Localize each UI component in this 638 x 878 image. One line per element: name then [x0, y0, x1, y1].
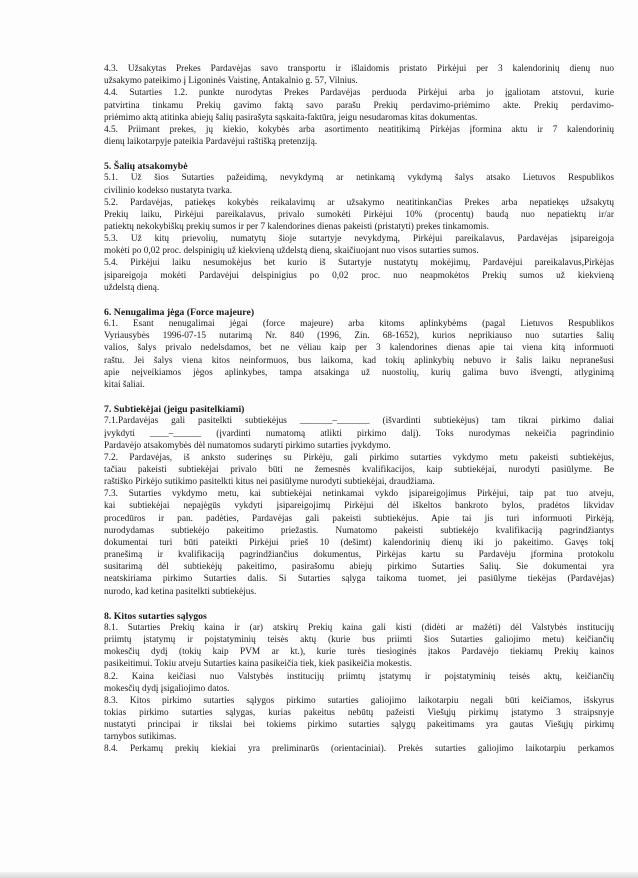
text-line: tarnybos sutikimas. — [104, 732, 177, 743]
text-line: Pardavėjo atsakomybės dėl numatomos sudaryti pirkimo sutarties įvykdymo. — [104, 440, 391, 451]
text-line: įsipareigoja mokėti Pardavėjui delspinigius po 0,02 proc. nuo neapmokėtos Prekių sumos už kiekvieną — [104, 270, 614, 281]
text-line: pranešimą ir kvalifikaciją pagrindžiančius dokumentus, Pirkėjas kartu su Pardavėju įformina protokolu — [104, 550, 614, 560]
text-line: 5.1. Už šios Sutarties pažeidimą, nevykdymą ar netinkamą vykdymą šalys atsako Lietuvos Respublikos — [104, 173, 614, 184]
text-line: 8.1. Sutarties Prekių kaina ir (ar) atskirų Prekių kaina gali kisti (didėti ar mažėti) dėl Valstybės institucijų — [104, 622, 614, 633]
text-line: procedūros ir pan. padėties, Pardavėjas gali pakeisti subtiekėjus. Apie tai jis turi informuoti Pirkėją, — [104, 513, 614, 524]
text-line: įvykdyti ____–______ (įvardinti numatomą atlikti pirkimo dalį). Toks nurodymas nekeičia pagrindinio — [104, 428, 614, 439]
text-line: susitarimą dėl subtiekėjų pakeitimo, pasirašomu abiejų pirkimo Sutarties Šalių. Šie dokumentai yra — [104, 562, 614, 573]
section-heading: 7. Subtiekėjai (jeigu pasitelkiami) — [104, 404, 245, 416]
text-line: priėmimo aktą atitinka abiejų šalių pasirašyta sąskaita-faktūra, jeigu nesudaromas kitas dokumentas. — [104, 112, 478, 123]
text-line: 5.4. Pirkėjui laiku nesumokėjus bet kurio iš Sutartyje nustatytų mokėjimų, Pardavėjui pareikalavus,Pirkėjas — [104, 258, 614, 269]
text-line: mokesčių dydį įsigaliojimo datos. — [104, 683, 230, 694]
text-line: Vyriausybės 1996-07-15 nutarimą Nr. 840 (1996, Žin. 68-1652), kurios neprikiauso nuo sutarties šalių — [104, 331, 614, 342]
scan-bottom-edge — [0, 872, 638, 878]
section-heading: 6. Nenugalima jėga (Force majeure) — [104, 307, 255, 318]
text-line: 4.5. Priimant prekes, jų kiekio, kokybės arba asortimento neatitikimą Pirkėjas įformina aktu ir 7 kalendorinių — [104, 124, 614, 135]
text-line: tokias pirkimo sutarties sąlygas, kurias pakeitus nebūtų pažeisti Viešųjų pirkimų įstatymo 3 straipsnyje — [104, 708, 614, 718]
text-line: 5.2. Pardavėjas, patiekęs kokybės reikalavimų ar užsakymo neatitinkančias Prekes arba nepatiekęs užsakytų — [104, 197, 614, 208]
text-line: mokėti po 0,02 proc. delspinigių už kiekvieną uždelstą dieną, skaičiuojant nuo visos sutarties sumos. — [104, 246, 479, 257]
text-line: dokumentai turi būti pateikti Pirkėjui prieš 10 (dešimt) kalendorinių dienų iki jo pakeitimo. Gavęs tokį — [104, 537, 614, 548]
text-line: 4.4. Sutarties 1.2. punkte nurodytas Prekes Pardavėjas perduoda Pirkėjui arba jo įgaliotam atstovui, kurie — [104, 88, 614, 99]
text-line: 5.3. Už kitų prievolių, numatytų šioje sutartyje nevykdymą, Pirkėjui pareikalavus, Pardavėjas įsipareigoja — [104, 234, 614, 245]
text-line: priimtų įstatymų ir poįstatyminių teisės aktų (kurie bus priimti šios Sutarties galiojimo metu) keičiančių — [104, 635, 614, 646]
text-line: 7.3. Sutarties vykdymo metu, kai subtiekėjai netinkamai vykdo įsipareigojimus Pirkėjui, taip pat tuo atveju, — [104, 489, 614, 500]
text-line: mokesčių dydį (tokių kaip PVM ar kt.), kurie turės tiesioginės įtakos Pardavėjo tiekiamų Prekių kainos — [104, 647, 614, 658]
text-line: užsakymo pateikimo į Ligoninės Vaistinę, Antakalnio g. 57, Vilnius. — [104, 76, 358, 87]
text-line: 7.2. Pardavėjas, iš anksto suderinęs su Pirkėju, gali pirkimo sutarties vykdymo metu pakeisti subtiekėjus, — [104, 452, 614, 463]
text-line: 7.1.Pardavėjas gali pasitelkti subtiekėjus _______–_______ (išvardinti subtiekėjus) tam tikrai pirkimo daliai — [104, 416, 614, 427]
text-line: nurodydamas subtiekėjo pakeitimo priežastis. Numatomo pakeisti subtiekėjo kvalifikaciją pagrindžiantys — [104, 525, 614, 536]
text-line: 8.3. Kitos pirkimo sutarties sąlygos pirkimo sutarties galiojimo laikotarpiu negali būti keičiamos, išskyrus — [104, 695, 614, 706]
text-line: raštu. Jei šalys viena kitos neinformuos, bus laikoma, kad tokių aplinkybių nebuvo ir šalis laiku nepranešusi — [104, 355, 614, 366]
text-line: valios, šalys privalo nedelsdamos, bet ne vėliau kaip per 3 kalendorines dienas apie tai viena kitą informuoti — [104, 343, 614, 354]
text-line: nurodo, kad ketina pasitelkti subtiekėjus. — [104, 586, 257, 597]
text-line: patvirtina tinkamu Prekių gavimo faktą savo parašu Prekių perdavimo-priėmimo akte. Prekių perdavimo- — [104, 100, 614, 111]
text-line: pasikeitimui. Tokiu atveju Sutarties kaina pasikeičia tiek, kiek pasikeičia mokestis. — [104, 659, 412, 670]
text-line: civilinio kodekso nustatyta tvarka. — [104, 185, 233, 196]
text-line: 8.4. Perkamų prekių kiekiai yra preliminarūs (orientaciniai). Prekės sutarties galiojimo laikotarpiu perkamos — [104, 744, 614, 755]
text-line: dienų laikotarpyje pateikia Pardavėjui raštišką pretenziją. — [104, 136, 318, 147]
text-line: 4.3. Užsakytas Prekes Pardavėjas savo transportu ir išlaidomis pristato Pirkėjui per 3 kalendorinių dienų nuo — [104, 64, 614, 74]
text-line: raštiško Pirkėjo sutikimo pasitelkti kitus nei pasiūlyme nurodyti subtiekėjai, draudžiama. — [104, 477, 435, 488]
section-heading: 5. Šalių atsakomybė — [104, 161, 188, 173]
text-line: kai subtiekėjai nepajėgūs vykdyti įsipareigojimų Pirkėjui dėl iškeltos bankroto bylos, pradėtos likvidav — [104, 501, 614, 512]
text-line: 8.2. Kaina keičiasi nuo Valstybės institucijų priimtų įstatymų ir poįstatyminių teisės aktų, keičiančių — [104, 671, 614, 682]
text-line: uždelstą dieną. — [104, 282, 160, 293]
text-line: neatskiriama pirkimo Sutarties dalis. Ši Sutarties sąlyga taikoma tuomet, jei pasiūlyme tiekėjas (Pardavėjas) — [104, 574, 614, 585]
text-line: patiektų nekokybiškų prekių sumos ir per 7 kalendorines dienas pakeisti (pristatyti) prekes tinkamomis. — [104, 222, 489, 232]
text-line: 6.1. Esant nenugalimai jėgai (force majeure) arba kitoms aplinkybėms (pagal Lietuvos Respublikos — [104, 319, 614, 330]
text-line: apie neįveikiamos jėgos aplinkybes, tampa atsakinga už nuostolių, kurių galima buvo išvengti, atlyginimą — [104, 367, 614, 378]
text-line: tačiau pakeisti subtiekėjai privalo būti ne žemesnės kvalifikacijos, kaip subtiekėjai, nurodyti pasiūlyme. Be — [104, 464, 614, 475]
text-line: kitai šaliai. — [104, 379, 145, 390]
section-heading: 8. Kitos sutarties sąlygos — [104, 610, 207, 622]
text-line: Prekių laiku, Pirkėjui pareikalavus, privalo sumokėti Pirkėjui 10% (procentų) baudą nuo nepatiektų ir/ar — [104, 209, 614, 220]
text-line: nustatyti principai ir tikslai bei tokiems pirkimo sutarties sąlygų pakeitimams yra gautas Viešųjų pirkimų — [104, 720, 614, 731]
